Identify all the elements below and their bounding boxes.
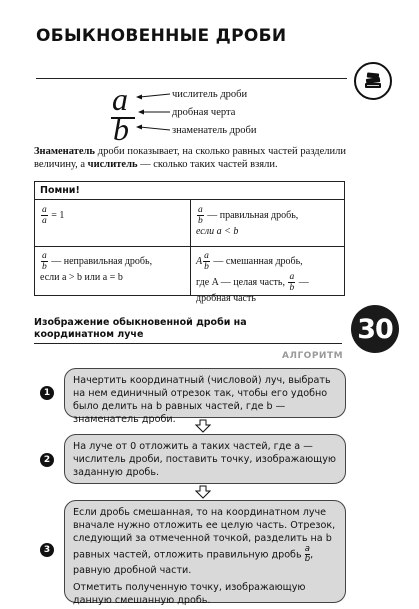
- section-number-badge: 30: [351, 305, 399, 353]
- denominator-symbol: b: [113, 111, 129, 147]
- numerator-label: числитель дроби: [172, 89, 248, 100]
- book-stack-icon: [354, 62, 392, 100]
- step-3-box: Если дробь смешанная, то на координатном луче вначале нужно отложить ее целую часть. Отрезок, следующий за отмеченной точкой, разделить на b равных частей, отложить правильную дробь $\frac{a}{b}$ , равную дробной части. Отметить полученную точку, изображающую данную смешанную дробь.: [64, 500, 346, 603]
- bar-label: дробная черта: [172, 107, 236, 118]
- remember-table: [34, 181, 345, 304]
- remember-header: Помни!: [35, 182, 344, 200]
- table-cell-improper: $\frac{a}{b}$ — неправильная дробь, если a > b или a = b: [40, 251, 153, 283]
- definition-text: Знаменатель дроби показывает, на сколько равных частей разделили величину, а числитель — сколько таких частей взяли.: [34, 146, 346, 170]
- algorithm-label: АЛГОРИТМ: [282, 351, 344, 361]
- down-arrow-icon: [195, 485, 211, 499]
- table-cell-proper: $\frac{a}{b}$ — правильная дробь, если a < b: [196, 205, 299, 237]
- step-number-2: 2: [40, 453, 54, 467]
- table-cell-mixed: A $\frac{a}{b}$ — смешанная дробь, где A — целая часть, $\frac{a}{b}$ — дробная часть: [196, 251, 309, 304]
- step-number-1: 1: [40, 386, 54, 400]
- diagram-arrows: [134, 88, 174, 138]
- down-arrow-icon: [195, 419, 211, 433]
- page-title: ОБЫКНОВЕННЫЕ ДРОБИ: [36, 26, 287, 46]
- title-rule: [36, 78, 347, 79]
- step-1-box: Начертить координатный (числовой) луч, выбрать на нем единичный отрезок так, чтобы его удобно было делить на b равных частей, где b — знаменатель дроби.: [64, 368, 346, 418]
- section-title: Изображение обыкновенной дроби на координатном луче: [34, 317, 247, 340]
- numerator-symbol: a: [112, 81, 128, 117]
- section-rule: [34, 343, 342, 344]
- denominator-label: знаменатель дроби: [172, 125, 257, 136]
- step-2-box: На луче от 0 отложить a таких частей, где a — числитель дроби, поставить точку, изображающую заданную дробь.: [64, 434, 346, 484]
- step-number-3: 3: [40, 543, 54, 557]
- table-cell-unit-fraction: $\frac{a}{a}$ = 1: [42, 205, 65, 226]
